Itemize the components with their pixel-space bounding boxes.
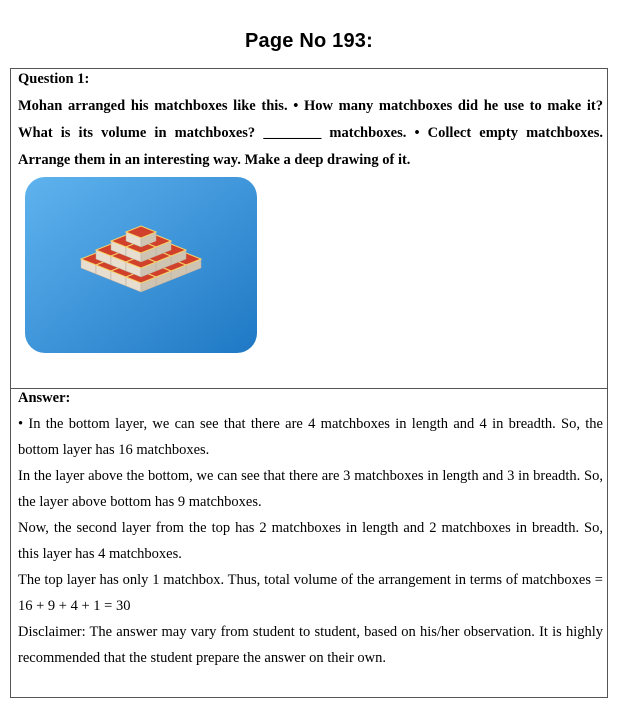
- answer-paragraph: Now, the second layer from the top has 2 matchboxes in length and 2 matchboxes in breadth. So, this layer has 4 matchboxes.: [18, 520, 603, 562]
- answer-paragraph: Disclaimer: The answer may vary from student to student, based on his/her observation. It is highly recommended that the student prepare the answer on their own.: [18, 624, 603, 666]
- answer-text: [18, 411, 603, 671]
- question-blank: ________: [263, 125, 322, 141]
- question-answer-box: [10, 68, 608, 698]
- answer-label: Answer:: [18, 390, 71, 406]
- answer-paragraph: In the layer above the bottom, we can see that there are 3 matchboxes in length and 3 in breadth. So, the layer above bottom has 9 matchboxes.: [18, 468, 603, 510]
- matchbox-pyramid-photo: [25, 177, 257, 353]
- page-title: Page No 193:: [244, 30, 373, 52]
- section-divider: [11, 388, 607, 389]
- answer-paragraph: • In the bottom layer, we can see that there are 4 matchboxes in length and 4 in breadth. So, the bottom layer has 16 matchboxes.: [18, 416, 603, 458]
- question-text-part2: matchboxes. • Collect empty matchboxes. Arrange them in an interesting way. Make a deep drawing of it.: [18, 125, 603, 168]
- question-text: [18, 93, 603, 174]
- question-label: Question 1:: [18, 71, 90, 87]
- question-text-part1: Mohan arranged his matchboxes like this. • How many matchboxes did he use to make it? What is its volume in matchboxes?: [18, 98, 603, 141]
- answer-paragraph: The top layer has only 1 matchbox. Thus, total volume of the arrangement in terms of matchboxes = 16 + 9 + 4 + 1 = 30: [18, 572, 603, 614]
